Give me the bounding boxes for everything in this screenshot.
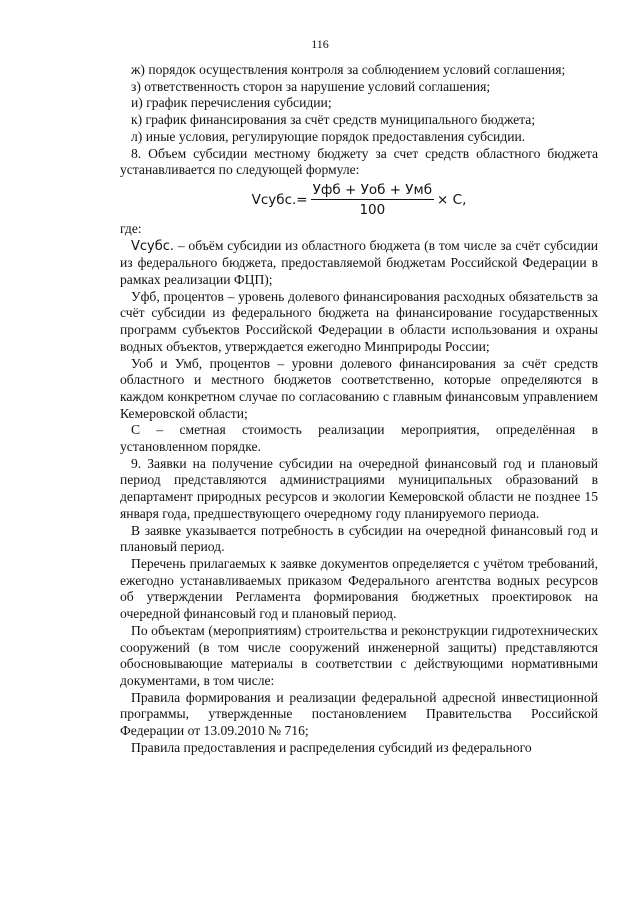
- list-item-l: л) иные условия, регулирующие порядок предоставления субсидии.: [131, 128, 526, 144]
- paragraph-objects: По объектам (мероприятиям) строительства и реконструкции гидротехнических сооружений (в том числе сооружений инженерной защиты) представляются обосновывающие материалы в соответствии с действующими нормативными документами, в том числе:: [120, 622, 598, 688]
- formula-denominator: 100: [359, 201, 386, 218]
- list-item-zh: ж) порядок осуществления контроля за соблюдением условий соглашения;: [131, 62, 566, 77]
- formula-lhs: Vсубс.=: [251, 191, 308, 208]
- formula-numerator: Уфб + Уоб + Умб: [312, 181, 433, 198]
- definition-ufb: Уфб, процентов – уровень долевого финансирования расходных обязательств за счёт субсидии из федерального бюджета на финансирование государственных программ субъектов Российской Федерации в области использования и охраны водных объектов, утверждается ежегодно Минприроды России;: [120, 288, 598, 354]
- definition-v-text: – объём субсидии из областного бюджета (в том числе за счёт субсидии из федерального бюджета, предоставляемой бюджетам Российской Федерации в рамках реализации ФЦП);: [120, 237, 598, 288]
- subsidy-formula: [120, 179, 598, 221]
- definition-c: С – сметная стоимость реализации мероприятия, определённая в установленном порядке.: [120, 422, 598, 455]
- paragraph-8: 8. Объем субсидии местному бюджету за счет средств областного бюджета устанавливается по следующей формуле:: [120, 145, 598, 178]
- paragraph-request: В заявке указывается потребность в субсидии на очередной финансовый год и плановый период.: [120, 522, 598, 555]
- list-item-k: к) график финансирования за счёт средств муниципального бюджета;: [131, 112, 536, 128]
- definition-v: [120, 238, 598, 289]
- paragraph-documents-list: Перечень прилагаемых к заявке документов определяется с учётом требований, ежегодно устанавливаемых приказом Федерального агентства водных ресурсов об утверждении Регламента формирования бюджетных проектировок на очередной финансовый год и плановый период.: [120, 555, 598, 622]
- list-item-i: и) график перечисления субсидии;: [131, 95, 332, 111]
- list-item-z: з) ответственность сторон за нарушение условий соглашения;: [131, 78, 491, 94]
- document-body: [120, 62, 598, 756]
- formula-fraction: [311, 182, 434, 218]
- where-label: где:: [120, 220, 142, 236]
- paragraph-rules-subsidies: Правила предоставления и распределения субсидий из федерального: [131, 739, 532, 755]
- formula-rhs: × С,: [437, 191, 467, 208]
- paragraph-rules-716: Правила формирования и реализации федеральной адресной инвестиционной программы, утвержденные постановлением Правительства Российской Федерации от 13.09.2010 № 716;: [120, 689, 598, 739]
- page-number: 116: [311, 37, 329, 51]
- definition-uob-umb: Уоб и Умб, процентов – уровни долевого финансирования за счёт средств областного и местного бюджетов соответственно, которые определяются в каждом конкретном случае по согласованию с главным финансовым управлением Кемеровской области;: [120, 355, 598, 421]
- definition-v-symbol: Vсубс.: [131, 238, 175, 254]
- paragraph-9: 9. Заявки на получение субсидии на очередной финансовый год и плановый период представляются администрациями муниципальных образований в департамент природных ресурсов и экологии Кемеровской области не позднее 15 января года, предшествующего очередному году планируемого периода.: [120, 455, 598, 521]
